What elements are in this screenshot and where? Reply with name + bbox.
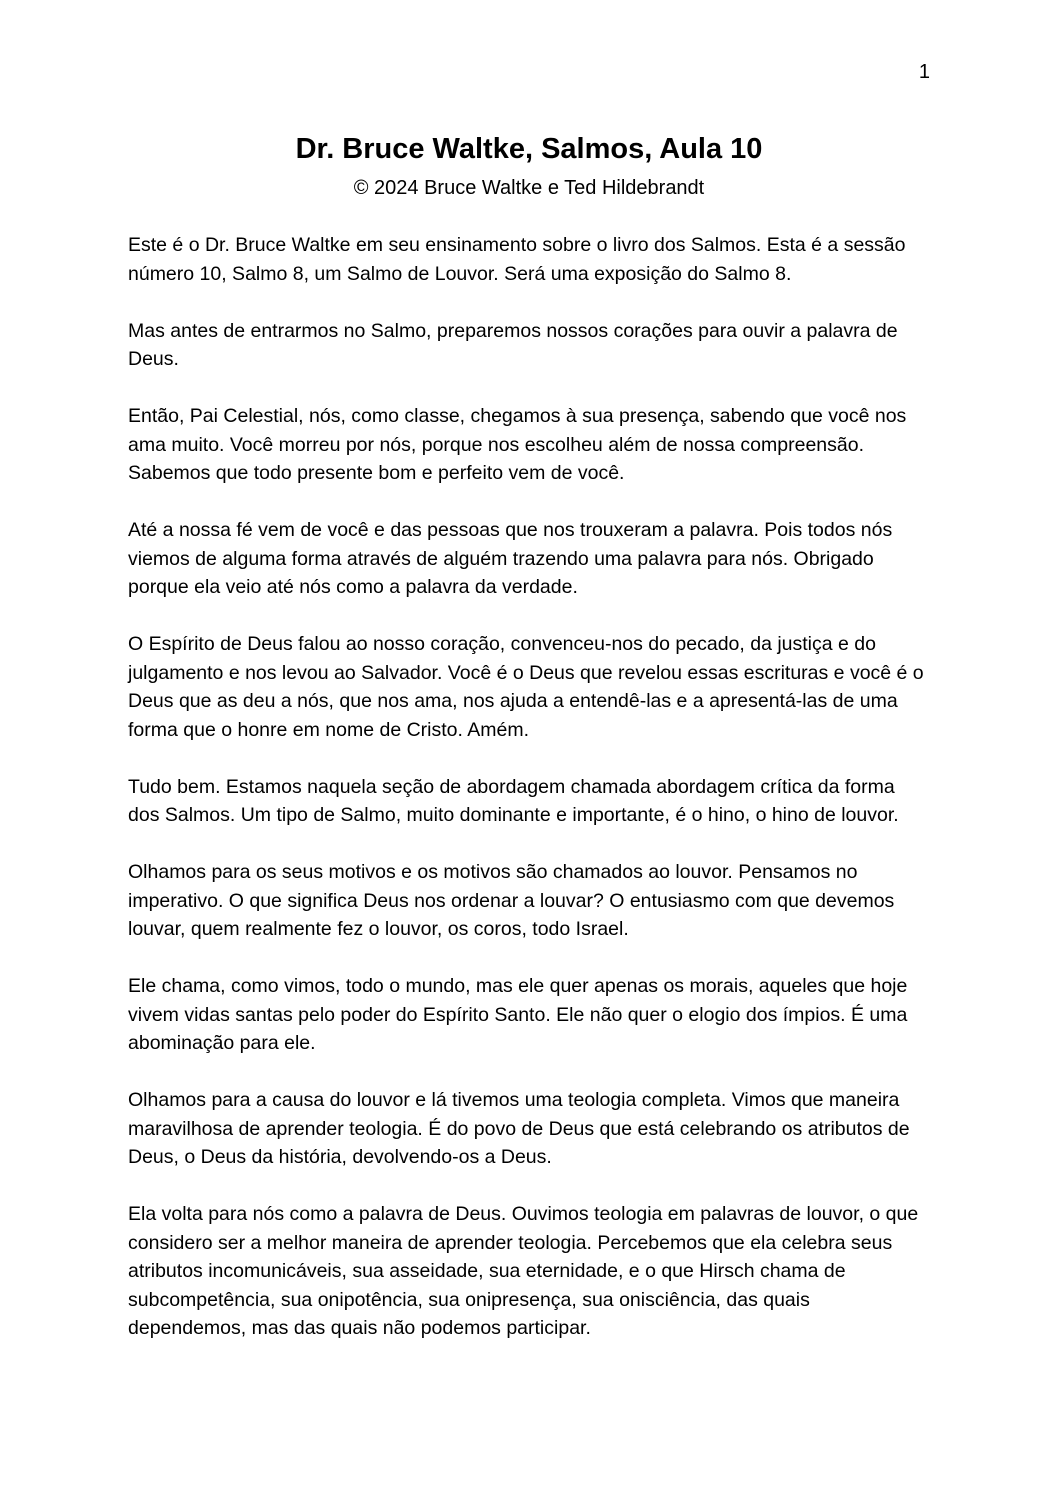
paragraph: O Espírito de Deus falou ao nosso coração, convenceu-nos do pecado, da justiça e do julgamento e nos levou ao Salvador. Você é o Deus que revelou essas escrituras e você é o Deus que as deu a nós, que nos ama, nos ajuda a entendê-las e a apresentá-las de uma forma que o honre em nome de Cristo. Amém. [128,633,924,741]
paragraph: Olhamos para os seus motivos e os motivos são chamados ao louvor. Pensamos no imperativo. O que significa Deus nos ordenar a louvar? O entusiasmo com que devemos louvar, quem realmente fez o louvor, os coros, todo Israel. [128,861,895,940]
page-number: 1 [918,61,930,83]
paragraph: Olhamos para a causa do louvor e lá tivemos uma teologia completa. Vimos que maneira maravilhosa de aprender teologia. É do povo de Deus que está celebrando os atributos de Deus, o Deus da história, devolvendo-os a Deus. [128,1089,910,1168]
paragraph: Até a nossa fé vem de você e das pessoas que nos trouxeram a palavra. Pois todos nós viemos de alguma forma através de alguém trazendo uma palavra para nós. Obrigado porque ela veio até nós como a palavra da verdade. [128,519,893,598]
paragraph: Mas antes de entrarmos no Salmo, preparemos nossos corações para ouvir a palavra de Deus. [128,319,898,370]
paragraph: Ele chama, como vimos, todo o mundo, mas ele quer apenas os morais, aqueles que hoje vivem vidas santas pelo poder do Espírito Santo. Ele não quer o elogio dos ímpios. É uma abominação para ele. [128,975,908,1054]
paragraph: Ela volta para nós como a palavra de Deus. Ouvimos teologia em palavras de louvor, o que considero ser a melhor maneira de aprender teologia. Percebemos que ela celebra seus atributos incomunicáveis, sua asseidade, sua eternidade, e o que Hirsch chama de subcompetência, sua onipotência, sua onipresença, sua onisciência, das quais dependemos, mas das quais não podemos participar. [128,1203,919,1339]
paragraph: Então, Pai Celestial, nós, como classe, chegamos à sua presença, sabendo que você nos ama muito. Você morreu por nós, porque nos escolheu além de nossa compreensão. Sabemos que todo presente bom e perfeito vem de você. [128,405,907,484]
document-title: Dr. Bruce Waltke, Salmos, Aula 10 [295,133,763,165]
paragraph: Este é o Dr. Bruce Waltke em seu ensinamento sobre o livro dos Salmos. Esta é a sessão número 10, Salmo 8, um Salmo de Louvor. Será uma exposição do Salmo 8. [128,234,906,285]
paragraph: Tudo bem. Estamos naquela seção de abordagem chamada abordagem crítica da forma dos Salmos. Um tipo de Salmo, muito dominante e importante, é o hino, o hino de louvor. [128,775,899,826]
document-copyright-subtitle: © 2024 Bruce Waltke e Ted Hildebrandt [353,177,705,199]
document-body [128,231,930,1343]
